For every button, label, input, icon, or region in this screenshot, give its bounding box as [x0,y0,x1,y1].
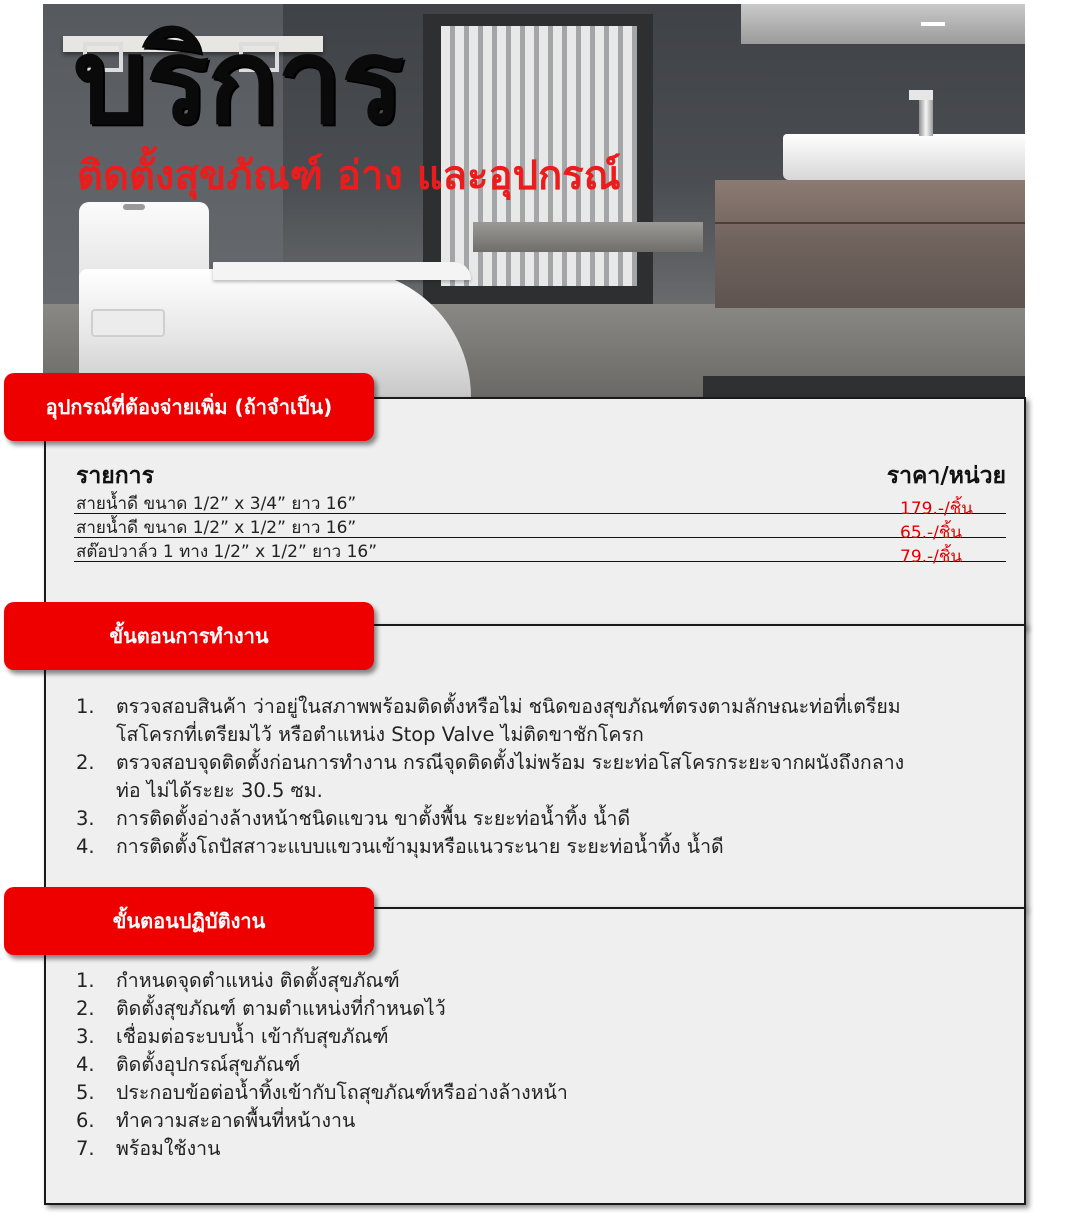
toilet-seat [213,262,471,280]
list-item-text: ตรวจสอบสินค้า ว่าอยู่ในสภาพพร้อมติดตั้งหรือไม่ ชนิดของสุขภัณฑ์ตรงตามลักษณะท่อที่เตรียม [116,695,901,718]
list-item [76,833,1026,861]
price-row [74,490,1006,519]
list-item-text: ประกอบข้อต่อน้ำทิ้งเข้ากับโถสุขภัณฑ์หรืออ่างล้างหน้า [116,1081,568,1104]
price-row-price: 179.-/ชิ้น [900,499,973,519]
mirror-light [921,22,945,26]
list-item [76,1135,1026,1163]
wash-basin [783,134,1025,180]
list-item-text: การติดตั้งอ่างล้างหน้าชนิดแขวน ขาตั้งพื้น ระยะท่อน้ำทิ้ง น้ำดี [116,807,631,830]
list-item-number: 1. [76,695,95,718]
list-item-number: 6. [76,1109,95,1132]
price-row [74,538,1006,567]
list-item-text: การติดตั้งโถปัสสาวะแบบแขวนเข้ามุมหรือแนวระนาย ระยะท่อน้ำทิ้ง น้ำดี [116,835,724,858]
list-item [76,749,1026,805]
price-row [74,514,1006,543]
list-item-text: กำหนดจุดตำแหน่ง ติดตั้งสุขภัณฑ์ [116,969,400,992]
list-item-number: 4. [76,1053,95,1076]
faucet-handle [909,90,933,100]
list-item-text: ติดตั้งสุขภัณฑ์ ตามตำแหน่งที่กำหนดไว้ [116,997,446,1020]
list-item-number: 3. [76,1025,95,1048]
list-item-number: 4. [76,835,95,858]
list-item-text: ทำความสะอาดพื้นที่หน้างาน [116,1109,356,1132]
list-item-text: ติดตั้งอุปกรณ์สุขภัณฑ์ [116,1053,301,1076]
mirror-cabinet [741,4,1025,44]
price-row-price: 79.-/ชิ้น [900,547,963,567]
list-item [76,1107,1026,1135]
list-item-text: พร้อมใช้งาน [116,1137,221,1160]
price-row-item: สายน้ำดี ขนาด 1/2” x 3/4” ยาว 16” [76,494,357,514]
list-item [76,1023,1026,1051]
list-item-number: 2. [76,997,95,1020]
list-item [76,995,1026,1023]
price-table-header [76,458,1006,488]
list-item-text: เชื่อมต่อระบบน้ำ เข้ากับสุขภัณฑ์ [116,1025,389,1048]
list-item-text: ท่อ ไม่ได้ระยะ 30.5 ซม. [116,779,323,802]
price-row-item: สายน้ำดี ขนาด 1/2” x 1/2” ยาว 16” [76,518,357,538]
vanity-drawer-line [715,222,1025,224]
flush-button-icon [123,204,145,210]
list-item [76,693,1026,749]
list-item [76,805,1026,833]
list-item-number: 7. [76,1137,95,1160]
list-item-text: โสโครกที่เตรียมไว้ หรือตำแหน่ง Stop Valve ไม่ติดขาชักโครก [116,723,644,746]
toilet-side-panel [91,309,165,337]
list-item-text: ตรวจสอบจุดติดตั้งก่อนการทำงาน กรณีจุดติดตั้งไม่พร้อม ระยะท่อโสโครกระยะจากผนังถึงกลาง [116,751,905,774]
extras-tag: อุปกรณ์ที่ต้องจ่ายเพิ่ม (ถ้าจำเป็น) [4,373,374,441]
column-header-item: รายการ [76,463,154,489]
hero-subtitle: ติดตั้งสุขภัณฑ์ อ่าง และอุปกรณ์ [77,153,621,199]
list-item [76,1051,1026,1079]
list-item-number: 3. [76,807,95,830]
list-item [76,1079,1026,1107]
procedure-list [76,967,1026,1163]
price-row-item: สต๊อปวาล์ว 1 ทาง 1/2” x 1/2” ยาว 16” [76,542,378,562]
hero-banner [43,4,1025,397]
list-item [76,967,1026,995]
column-header-price: ราคา/หน่วย [886,463,1006,489]
work-steps-list [76,693,1026,861]
price-row-price: 65.-/ชิ้น [900,523,963,543]
list-item-number: 1. [76,969,95,992]
stone-bench [473,222,703,252]
procedure-tag: ขั้นตอนปฏิบัติงาน [4,887,374,955]
list-item-number: 2. [76,751,95,774]
list-item-number: 5. [76,1081,95,1104]
work-steps-tag: ขั้นตอนการทำงาน [4,602,374,670]
hero-title: บริการ [73,12,403,150]
vanity-cabinet [715,180,1025,308]
floor-rug [703,376,1025,397]
